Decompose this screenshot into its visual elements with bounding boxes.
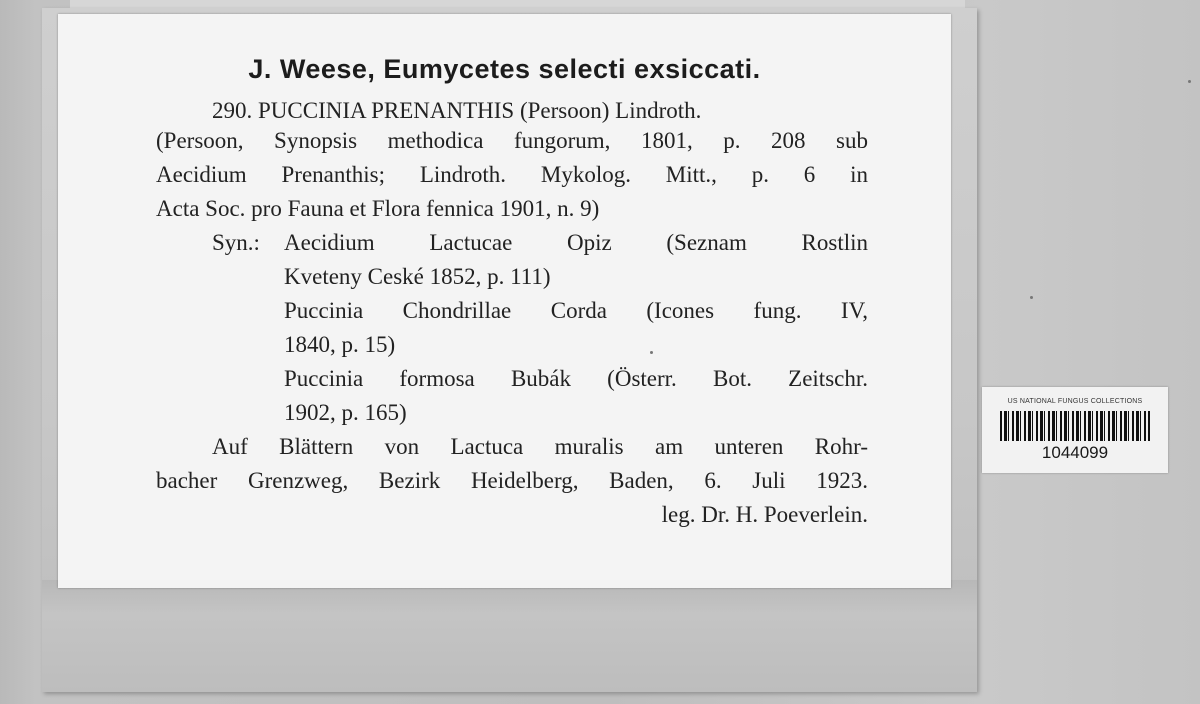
locality-line-1: Auf Blättern von Lactuca muralis am unteren Rohr- <box>212 434 868 459</box>
citation-line-1: (Persoon, Synopsis methodica fungorum, 1801, p. 208 sub <box>156 128 868 153</box>
label-title: J. Weese, Eumycetes selecti exsiccati. <box>248 54 761 84</box>
synonym-prefix: Syn.: <box>212 230 260 255</box>
collection-name: US NATIONAL FUNGUS COLLECTIONS <box>1007 398 1143 405</box>
collector-line: leg. Dr. H. Poeverlein. <box>661 502 868 527</box>
catalog-number: 1044099 <box>1041 443 1109 462</box>
background-speck <box>1188 80 1191 83</box>
synonym-2-line-2: 1840, p. 15) <box>284 332 396 357</box>
citation-line-3: Acta Soc. pro Fauna et Flora fennica 1901, n. 9) <box>156 196 600 221</box>
background-speck <box>1030 296 1033 299</box>
synonym-1-line-1: Aecidium Lactucae Opiz (Seznam Rostlin <box>284 230 868 255</box>
barcode-graphic <box>1000 411 1150 441</box>
synonym-3-line-1: Puccinia formosa Bubák (Österr. Bot. Zeitschr. <box>284 366 868 391</box>
synonym-3-line-2: 1902, p. 165) <box>284 400 407 425</box>
synonym-1-line-2: Kveteny Ceské 1852, p. 111) <box>284 264 551 289</box>
barcode-label <box>982 387 1168 473</box>
citation-line-2: Aecidium Prenanthis; Lindroth. Mykolog. Mitt., p. 6 in <box>156 162 868 187</box>
locality-line-2: bacher Grenzweg, Bezirk Heidelberg, Baden, 6. Juli 1923. <box>156 468 868 493</box>
exsiccata-label <box>58 14 951 588</box>
paper-speck <box>650 351 653 354</box>
packet-fold <box>42 580 977 692</box>
species-heading: 290. PUCCINIA PRENANTHIS (Persoon) Lindroth. <box>212 98 702 123</box>
synonym-2-line-1: Puccinia Chondrillae Corda (Icones fung. IV, <box>284 298 868 323</box>
